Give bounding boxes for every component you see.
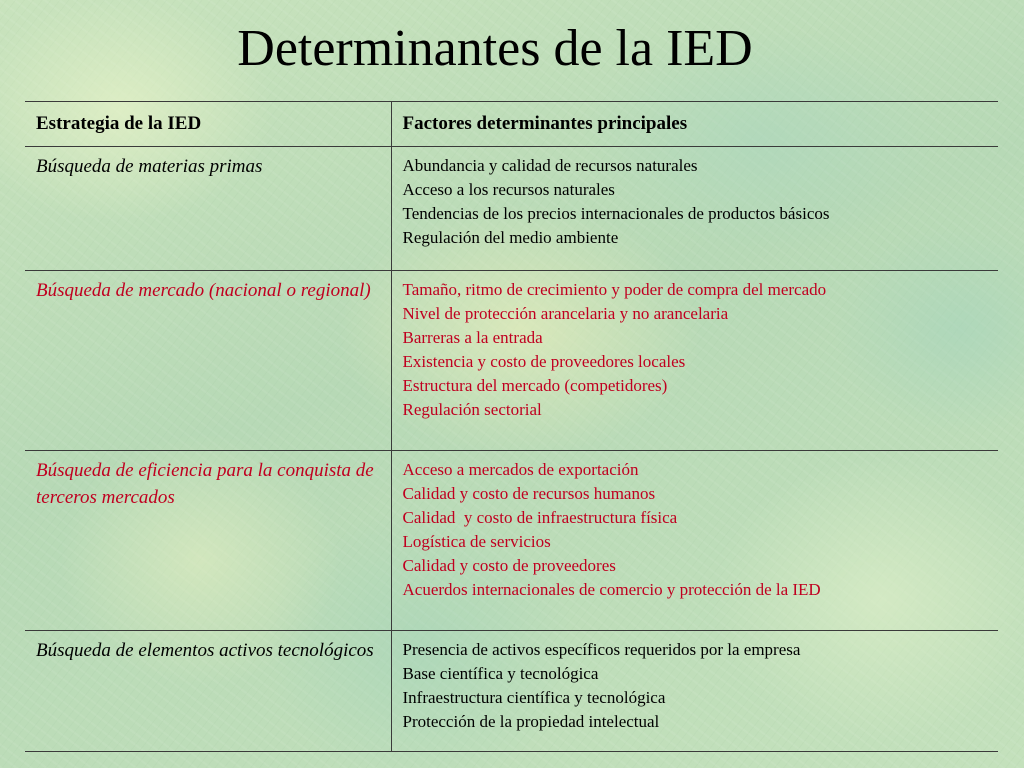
factor-item: Base científica y tecnológica: [402, 664, 599, 683]
strategy-cell: Búsqueda de elementos activos tecnológicos: [25, 631, 391, 752]
strategy-cell: Búsqueda de mercado (nacional o regional): [25, 271, 391, 451]
factor-item: Calidad y costo de recursos humanos: [402, 484, 656, 503]
factors-cell: [391, 451, 998, 631]
factor-item: Acceso a los recursos naturales: [402, 180, 615, 199]
factor-item: Acuerdos internacionales de comercio y protección de la IED: [402, 580, 821, 599]
table-row: [25, 631, 998, 752]
factor-item: Barreras a la entrada: [402, 328, 543, 347]
factors-cell: [391, 147, 998, 271]
strategy-cell: Búsqueda de materias primas: [25, 147, 391, 271]
page-title: Determinantes de la IED: [237, 20, 753, 77]
factor-item: Infraestructura científica y tecnológica: [402, 688, 666, 707]
factor-item: Existencia y costo de proveedores locales: [402, 352, 686, 371]
factor-item: Abundancia y calidad de recursos naturales: [402, 156, 698, 175]
table-header-row: [25, 102, 998, 147]
determinants-table: [25, 101, 998, 752]
factor-item: Estructura del mercado (competidores): [402, 376, 668, 395]
factor-item: Regulación del medio ambiente: [402, 228, 619, 247]
factor-item: Protección de la propiedad intelectual: [402, 712, 660, 731]
factor-item: Regulación sectorial: [402, 400, 542, 419]
strategy-cell: Búsqueda de eficiencia para la conquista de terceros mercados: [25, 451, 391, 631]
factor-item: Presencia de activos específicos requeridos por la empresa: [402, 640, 801, 659]
table-row: [25, 147, 998, 271]
table-row: [25, 451, 998, 631]
factor-item: Tendencias de los precios internacionales de productos básicos: [402, 204, 830, 223]
factor-item: Nivel de protección arancelaria y no arancelaria: [402, 304, 729, 323]
factor-item: Calidad y costo de proveedores: [402, 556, 616, 575]
factor-item: Logística de servicios: [402, 532, 551, 551]
factor-item: Calidad y costo de infraestructura física: [402, 508, 678, 527]
factors-cell: [391, 271, 998, 451]
column-header-factors: Factores determinantes principales: [402, 113, 688, 134]
column-header-strategy: Estrategia de la IED: [25, 102, 391, 147]
factor-item: Tamaño, ritmo de crecimiento y poder de compra del mercado: [402, 280, 827, 299]
table-row: [25, 271, 998, 451]
factor-item: Acceso a mercados de exportación: [402, 460, 639, 479]
factors-cell: [391, 631, 998, 752]
